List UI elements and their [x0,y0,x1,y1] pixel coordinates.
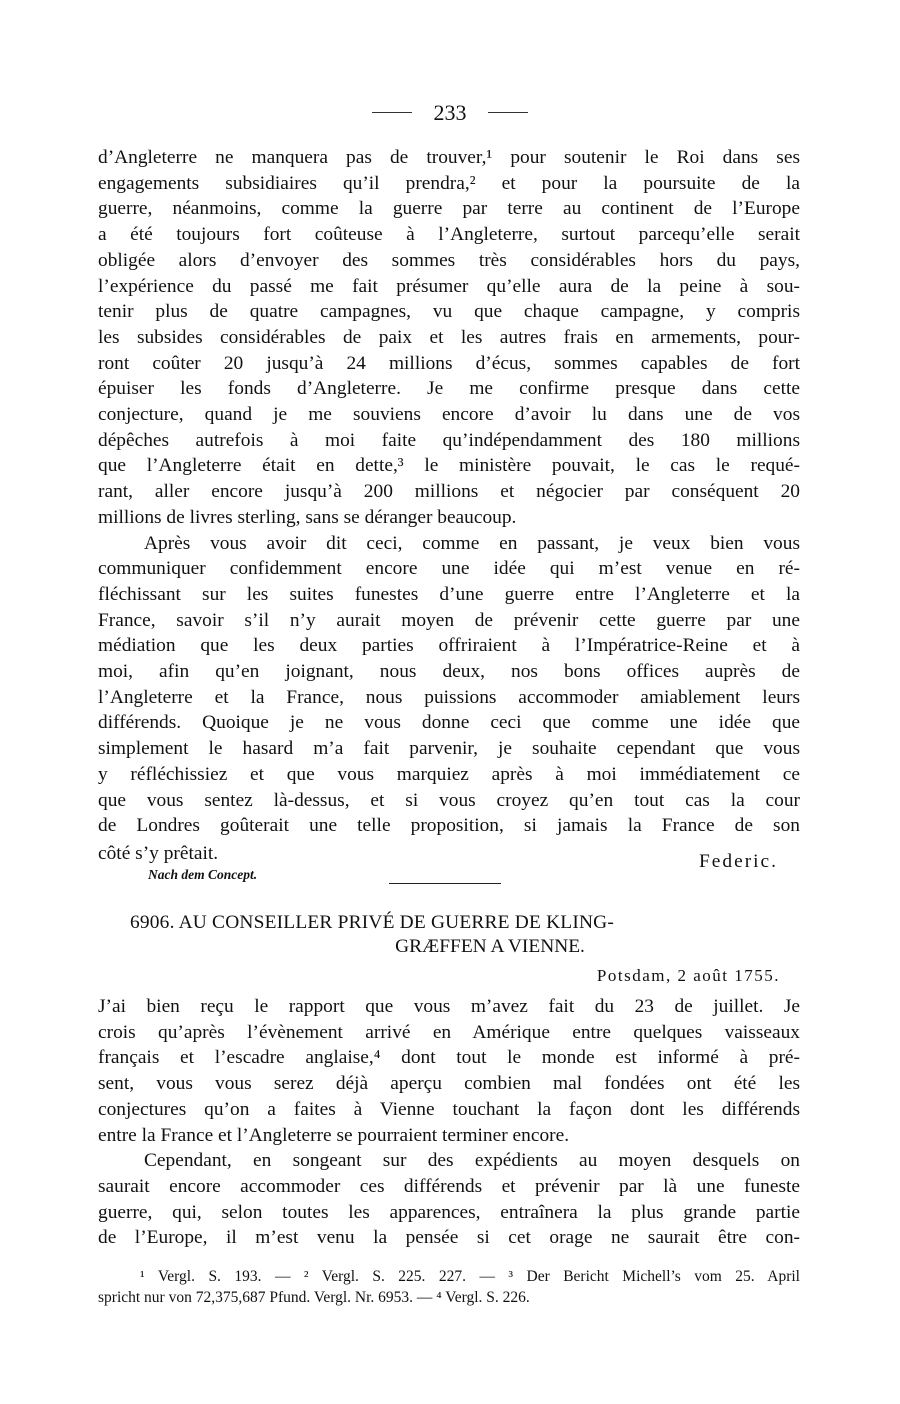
text-line: fléchissant sur les suites funestes d’une guerre entre l’Angleterre et la [98,583,800,605]
text-line: l’expérience du passé me fait présumer qu’elle aura de la peine à sou- [98,275,800,297]
text-line: millions de livres sterling, sans se déranger beaucoup. [98,506,517,528]
signature: Federic. [699,851,778,872]
closing-line: côté s’y prêtait. [98,843,219,864]
letter-body [98,994,800,1251]
heading-line: 6906. AU CONSEILLER PRIVÉ DE GUERRE DE KLING- [130,912,615,933]
text-line: engagements subsidiaires qu’il prendra,² et pour la poursuite de la [98,172,800,194]
text-line: d’Angleterre ne manquera pas de trouver,¹ pour soutenir le Roi dans ses [98,147,800,168]
text-line: entre la France et l’Angleterre se pourraient terminer encore. [98,1124,570,1146]
text-line: guerre, qui, selon toutes les apparences, entraînera la plus grande partie [98,1201,800,1223]
text-line: moi, afin qu’en joignant, nous deux, nos bons offices auprès de [98,661,800,683]
letter-heading [130,911,770,959]
dateline: Potsdam, 2 août 1755. [596,966,780,985]
text-line: que l’Angleterre était en dette,³ le ministère pouvait, le cas le requé- [98,455,800,477]
paragraph-continuation [98,145,800,839]
text-line: a été toujours fort coûteuse à l’Angleterre, surtout parcequ’elle serait [98,224,800,246]
text-line: communiquer confidemment encore une idée qui m’est venue en ré- [98,558,800,580]
page-header [0,98,900,126]
text-line: ront coûter 20 jusqu’à 24 millions d’écus, sommes capables de fort [98,352,800,374]
text-line: sent, vous vous serez déjà aperçu combien mal fondées ont été les [98,1073,800,1095]
text-line: simplement le hasard m’a fait parvenir, je souhaite cependant que vous [98,738,800,760]
text-line: français et l’escadre anglaise,⁴ dont tout le monde est informé à pré- [98,1047,800,1069]
text-line: différends. Quoique je ne vous donne ceci que comme une idée que [98,712,800,734]
text-line: tenir plus de quatre campagnes, vu que chaque campagne, y compris [98,301,800,323]
text-line: de l’Europe, il m’est venu la pensée si cet orage ne saurait être con- [98,1227,800,1249]
text-line: Après vous avoir dit ceci, comme en passant, je veux bien vous [144,532,800,554]
text-line: l’Angleterre et la France, nous puissions accommoder amiablement leurs [98,686,800,708]
text-line: que vous sentez là-dessus, et si vous croyez qu’en tout cas la cour [98,789,800,811]
text-line: J’ai bien reçu le rapport que vous m’avez fait du 23 de juillet. Je [98,996,800,1017]
heading-line: GRÆFFEN A VIENNE. [395,936,585,957]
text-line: France, savoir s’il n’y aurait moyen de prévenir cette guerre par une [98,609,800,631]
text-line: saurait encore accommoder ces différends et prévenir par là une funeste [98,1175,800,1197]
text-line: médiation que les deux parties offriraient à l’Impératrice-Reine et à [98,635,800,657]
footnote-line: ¹ Vergl. S. 193. — ² Vergl. S. 225. 227. — ³ Der Bericht Michell’s vom 25. April [140,1268,800,1285]
text-line: dépêches autrefois à moi faite qu’indépendamment des 180 millions [98,429,800,451]
footnotes [98,1266,800,1308]
text-line: rant, aller encore jusqu’à 200 millions et négocier par conséquent 20 [98,481,800,503]
text-line: Cependant, en songeant sur des expédients au moyen desquels on [144,1150,800,1172]
header-rule-right [488,112,528,113]
text-line: y réfléchissiez et que vous marquiez après à moi immédiatement ce [98,763,800,785]
text-line: les subsides considérables de paix et les autres frais en armements, pour- [98,326,800,348]
text-line: épuiser les fonds d’Angleterre. Je me confirme presque dans cette [98,378,800,400]
text-line: guerre, néanmoins, comme la guerre par terre au continent de l’Europe [98,198,800,220]
footnote-line: spricht nur von 72,375,687 Pfund. Vergl. Nr. 6953. — ⁴ Vergl. S. 226. [98,1289,530,1306]
source-note: Nach dem Concept. [148,867,258,882]
page-number: 233 [433,99,467,125]
section-divider [389,883,501,884]
text-line: obligée alors d’envoyer des sommes très considérables hors du pays, [98,249,800,271]
text-line: crois qu’après l’évènement arrivé en Amérique entre quelques vaisseaux [98,1021,800,1043]
header-rule-left [372,112,412,113]
text-line: de Londres goûterait une telle proposition, si jamais la France de son [98,815,800,837]
text-line: conjectures qu’on a faites à Vienne touchant la façon dont les différends [98,1098,800,1120]
text-line: conjecture, quand je me souviens encore d’avoir lu dans une de vos [98,404,800,426]
